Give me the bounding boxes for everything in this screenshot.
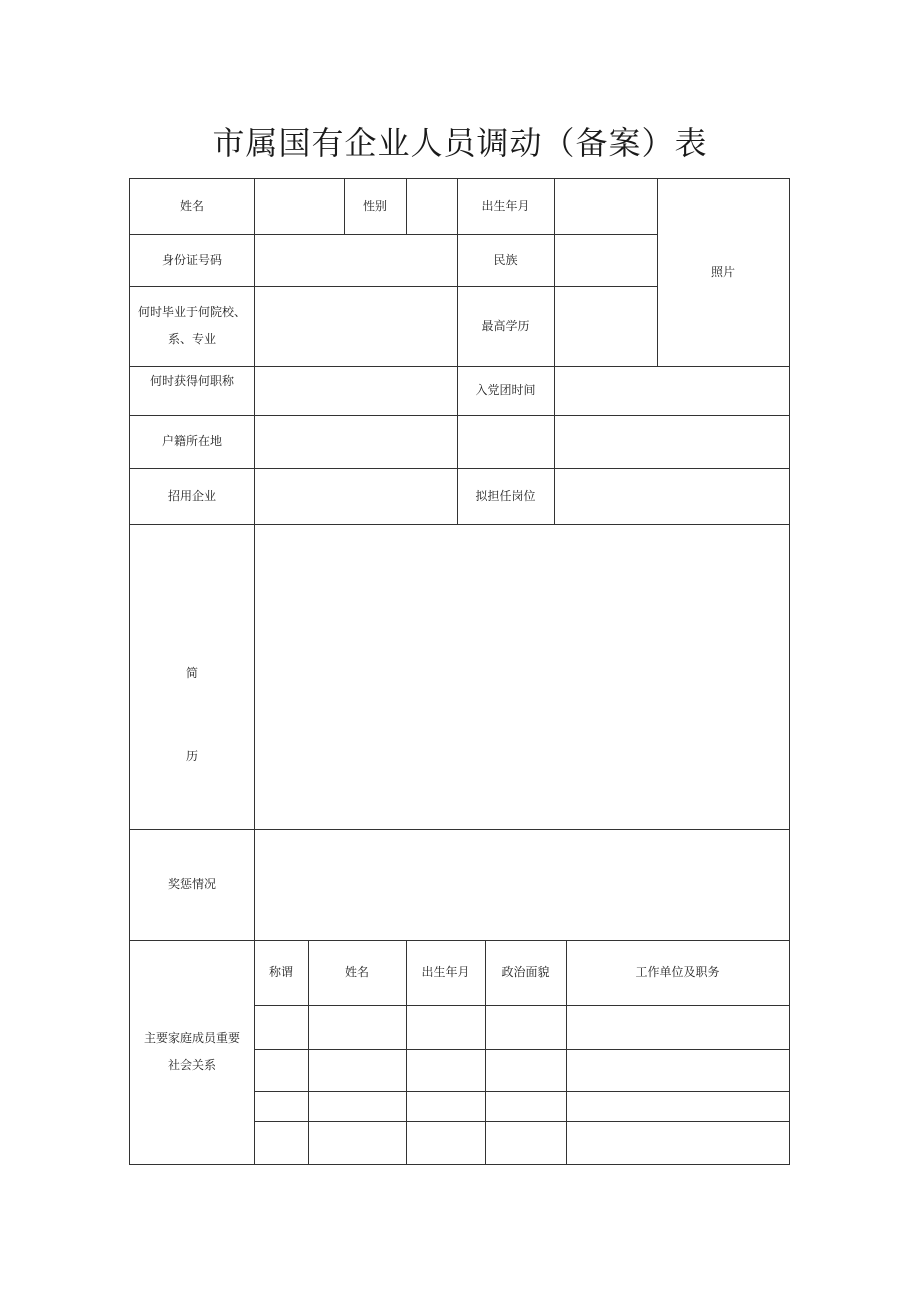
birth-label: 出生年月 — [481, 199, 530, 213]
hiring-company-label: 招用企业 — [167, 488, 216, 503]
name-field[interactable] — [254, 179, 344, 234]
table-row[interactable] — [254, 1005, 789, 1049]
graduation-label-line1: 何时毕业于何院校、 — [137, 305, 246, 319]
id-number-field[interactable] — [254, 234, 457, 286]
household-field[interactable] — [254, 415, 789, 468]
rewards-field[interactable] — [254, 829, 789, 940]
title-obtained-field[interactable] — [254, 366, 457, 415]
table-row[interactable] — [254, 1049, 789, 1091]
photo-box[interactable]: 照片 — [710, 265, 735, 279]
resume-label-2: 历 — [185, 748, 198, 763]
family-header-relation: 称谓 — [268, 965, 293, 979]
form-title: 市属国有企业人员调动（备案）表 — [212, 124, 708, 162]
family-header-birth: 出生年月 — [421, 965, 470, 979]
household-label: 户籍所在地 — [161, 434, 222, 448]
graduation-field[interactable] — [254, 286, 457, 366]
family-header-politics: 政治面貌 — [501, 965, 550, 979]
birth-field[interactable] — [554, 179, 657, 234]
ethnicity-label: 民族 — [493, 252, 518, 267]
family-header-name: 姓名 — [344, 965, 369, 979]
graduation-label — [130, 286, 254, 366]
resume-label-1: 简 — [185, 665, 198, 680]
education-field[interactable] — [554, 286, 657, 366]
education-label: 最高学历 — [481, 318, 530, 333]
position-label: 拟担任岗位 — [475, 488, 536, 503]
ethnicity-field[interactable] — [554, 234, 657, 286]
position-field[interactable] — [554, 468, 789, 524]
title-obtained-label: 何时获得何职称 — [149, 373, 234, 388]
party-date-field[interactable] — [554, 366, 789, 415]
name-label: 姓名 — [179, 199, 204, 213]
table-row[interactable] — [254, 1091, 789, 1121]
hiring-company-field[interactable] — [254, 468, 457, 524]
graduation-label-line2: 系、专业 — [167, 332, 216, 346]
family-label — [130, 940, 254, 1164]
transfer-registration-form — [129, 178, 790, 1165]
family-label-line1: 主要家庭成员重要 — [143, 1031, 240, 1045]
family-header-workplace: 工作单位及职务 — [635, 965, 720, 979]
resume-field[interactable] — [254, 524, 789, 829]
table-row[interactable] — [254, 1121, 789, 1164]
gender-field[interactable] — [406, 179, 457, 234]
gender-label: 性别 — [362, 199, 387, 213]
family-label-line2: 社会关系 — [167, 1058, 216, 1072]
id-number-label: 身份证号码 — [161, 252, 222, 267]
rewards-label: 奖惩情况 — [167, 877, 216, 891]
party-date-label: 入党团时间 — [475, 383, 536, 397]
